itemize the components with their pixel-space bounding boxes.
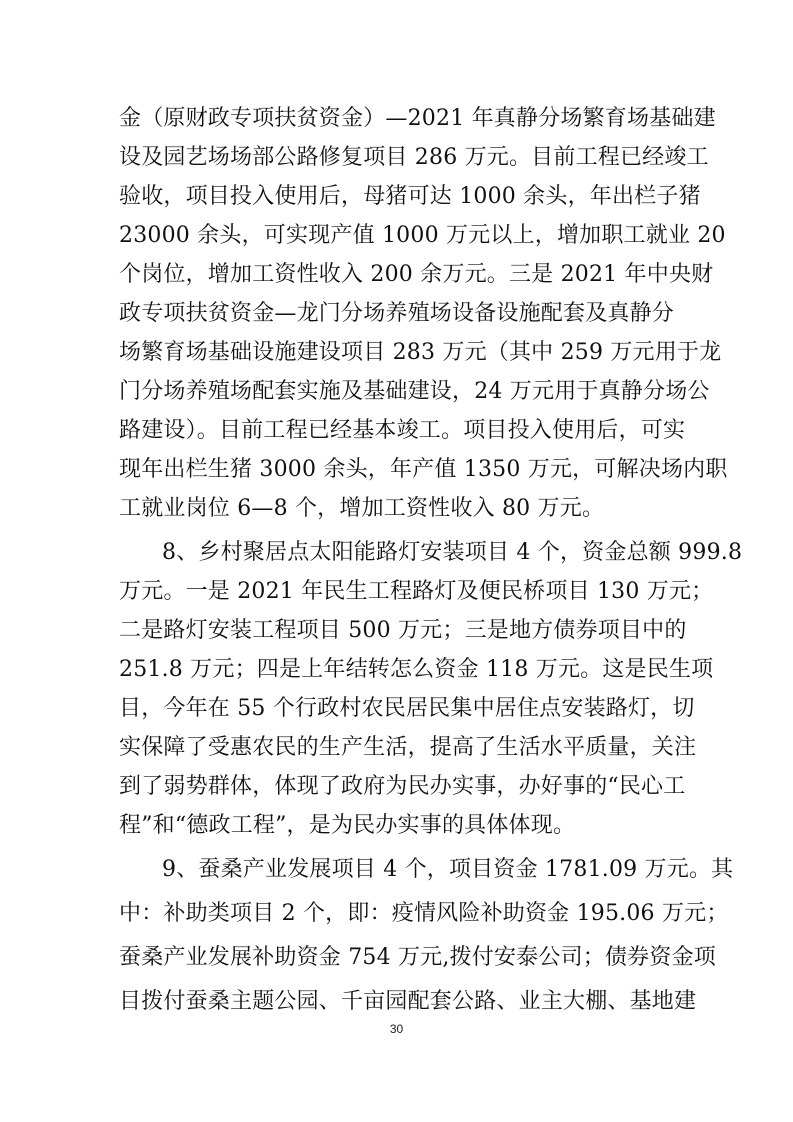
text-line: 工就业岗位 6—8 个，增加工资性收入 80 万元。 <box>119 496 605 521</box>
text-line: 验收，项目投入使用后，母猪可达 1000 余头，年出栏子猪 <box>119 184 701 209</box>
text-line: 政专项扶贫资金—龙门分场养殖场设备设施配套及真静分 <box>119 301 675 326</box>
text-line: 251.8 万元；四是上年结转怎么资金 118 万元。这是民生项 <box>119 657 714 682</box>
paragraph-start-line: 8、乡村聚居点太阳能路灯安装项目 4 个，资金总额 999.8 <box>162 540 743 565</box>
text-line: 个岗位，增加工资性收入 200 余万元。三是 2021 年中央财 <box>119 262 714 287</box>
text-line: 路建设）。目前工程已经基本竣工。项目投入使用后，可实 <box>119 418 686 443</box>
text-line: 场繁育场基础设施建设项目 283 万元（其中 259 万元用于龙 <box>119 340 722 365</box>
text-line: 二是路灯安装工程项目 500 万元；三是地方债券项目中的 <box>119 618 687 643</box>
page-number: 30 <box>389 1022 404 1036</box>
text-line: 到了弱势群体，体现了政府为民办实事，办好事的“民心工 <box>119 774 686 799</box>
text-line: 目拨付蚕桑主题公园、千亩园配套公路、业主大棚、基地建 <box>119 989 697 1014</box>
text-line: 中：补助类项目 2 个，即：疫情风险补助资金 195.06 万元； <box>119 901 729 926</box>
text-line: 实保障了受惠农民的生产生活，提高了生活水平质量，关注 <box>119 735 697 760</box>
paragraph-start-line: 9、蚕桑产业发展项目 4 个，项目资金 1781.09 万元。其 <box>162 857 734 882</box>
text-line: 设及园艺场场部公路修复项目 286 万元。目前工程已经竣工 <box>119 145 709 170</box>
text-line: 万元。一是 2021 年民生工程路灯及便民桥项目 130 万元； <box>119 579 714 604</box>
text-line: 门分场养殖场配套实施及基础建设，24 万元用于真静分场公 <box>119 379 710 404</box>
text-line: 23000 余头，可实现产值 1000 万元以上，增加职工就业 20 <box>119 223 726 248</box>
text-line: 现年出栏生猪 3000 余头，年产值 1350 万元，可解决场内职 <box>119 457 728 482</box>
text-line: 金（原财政专项扶贫资金）—2021 年真静分场繁育场基础建 <box>119 106 716 131</box>
text-line: 蚕桑产业发展补助资金 754 万元,拨付安泰公司；债券资金项 <box>119 945 716 970</box>
text-line: 程”和“德政工程”，是为民办实事的具体体现。 <box>119 813 576 838</box>
text-line: 目，今年在 55 个行政村农民居民集中居住点安装路灯，切 <box>119 696 695 721</box>
